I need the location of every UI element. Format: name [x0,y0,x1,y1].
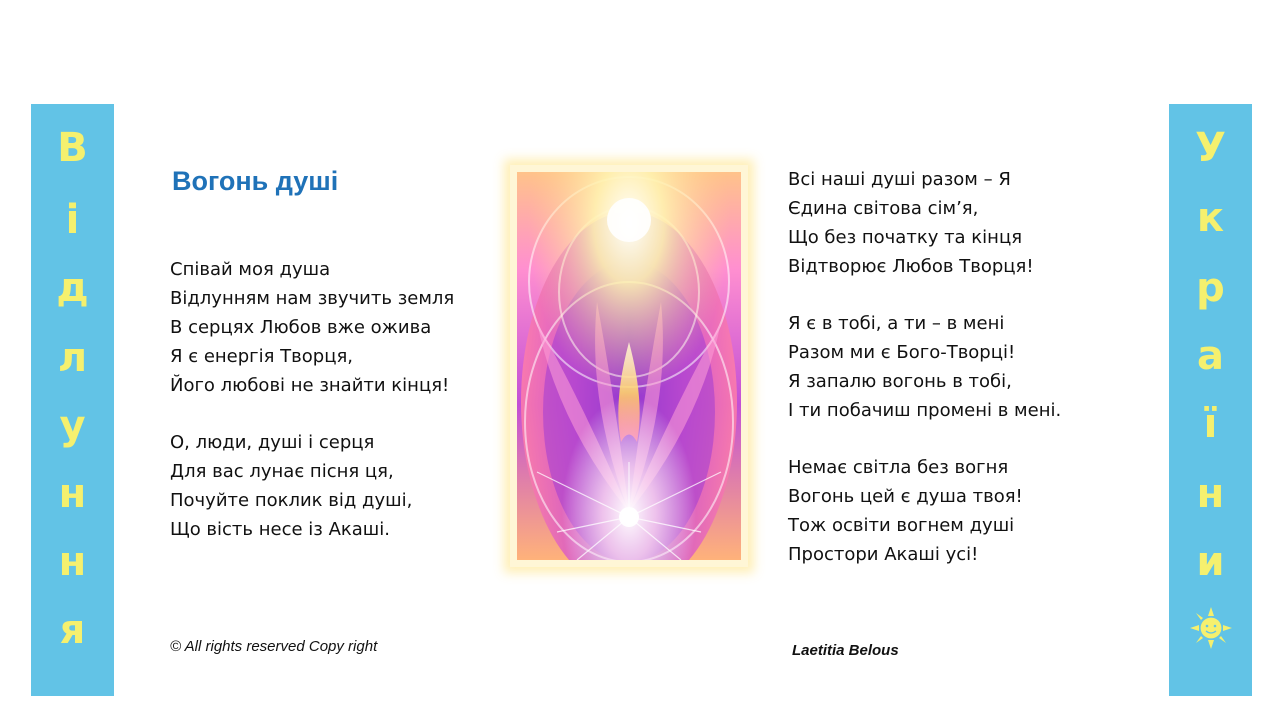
poem-line: Я є в тобі, а ти – в мені [788,313,1005,334]
poem-line: Відтворює Любов Творця! [788,256,1034,277]
banner-letter: В [57,125,88,171]
poem-line: Всі наші душі разом – Я [788,169,1011,190]
poem-line: Немає світла без вогня [788,457,1009,478]
poem-line: Простори Акаші усі! [788,544,979,565]
poem-line: Що без початку та кінця [788,227,1023,248]
banner-letter: у [59,403,86,449]
poem-line: Для вас лунає пісня ця, [170,461,394,482]
soul-fire-artwork [510,165,748,567]
poem-line: Вогонь цей є душа твоя! [788,486,1023,507]
banner-letter: я [59,607,86,653]
banner-letter: д [56,265,89,311]
banner-letter: н [1196,471,1225,517]
banner-letter: н [58,539,87,585]
banner-letter: к [1196,195,1225,241]
poem-line: О, люди, душі і серця [170,432,375,453]
banner-letter: л [57,335,88,381]
right-banner [1169,104,1252,696]
banner-letter: н [58,471,87,517]
poem-line: Відлунням нам звучить земля [170,288,455,309]
sun-icon [1190,607,1232,649]
poem-line: Його любові не знайти кінця! [170,375,450,396]
poem-line: Співай моя душа [170,259,331,280]
banner-letter: У [1195,125,1226,171]
banner-letter: и [1196,539,1225,585]
poem-line: Що вість несе із Акаші. [170,519,390,540]
poem-line: В серцях Любов вже ожива [170,317,432,338]
banner-letter: ї [1203,401,1218,447]
poem-line: Єдина світова сім’я, [788,198,979,219]
banner-letter: і [65,197,80,243]
poem-line: І ти побачиш промені в мені. [788,400,1062,421]
poem-title: Вогонь душі [172,166,339,196]
poem-line: Тож освіти вогнем душі [788,515,1015,536]
poem-line: Я є енергія Творця, [170,346,354,367]
poem-line: Я запалю вогонь в тобі, [788,371,1012,392]
artwork-image [517,172,741,560]
poem-line: Разом ми є Бого-Творці! [788,342,1016,363]
banner-letter: а [1197,333,1224,379]
copyright-note: © All rights reserved Copy right [170,638,378,655]
poem-line: Почуйте поклик від душі, [170,490,413,511]
author-name: Laetitia Belous [792,642,899,659]
left-banner [31,104,114,696]
banner-letter: р [1196,265,1225,311]
